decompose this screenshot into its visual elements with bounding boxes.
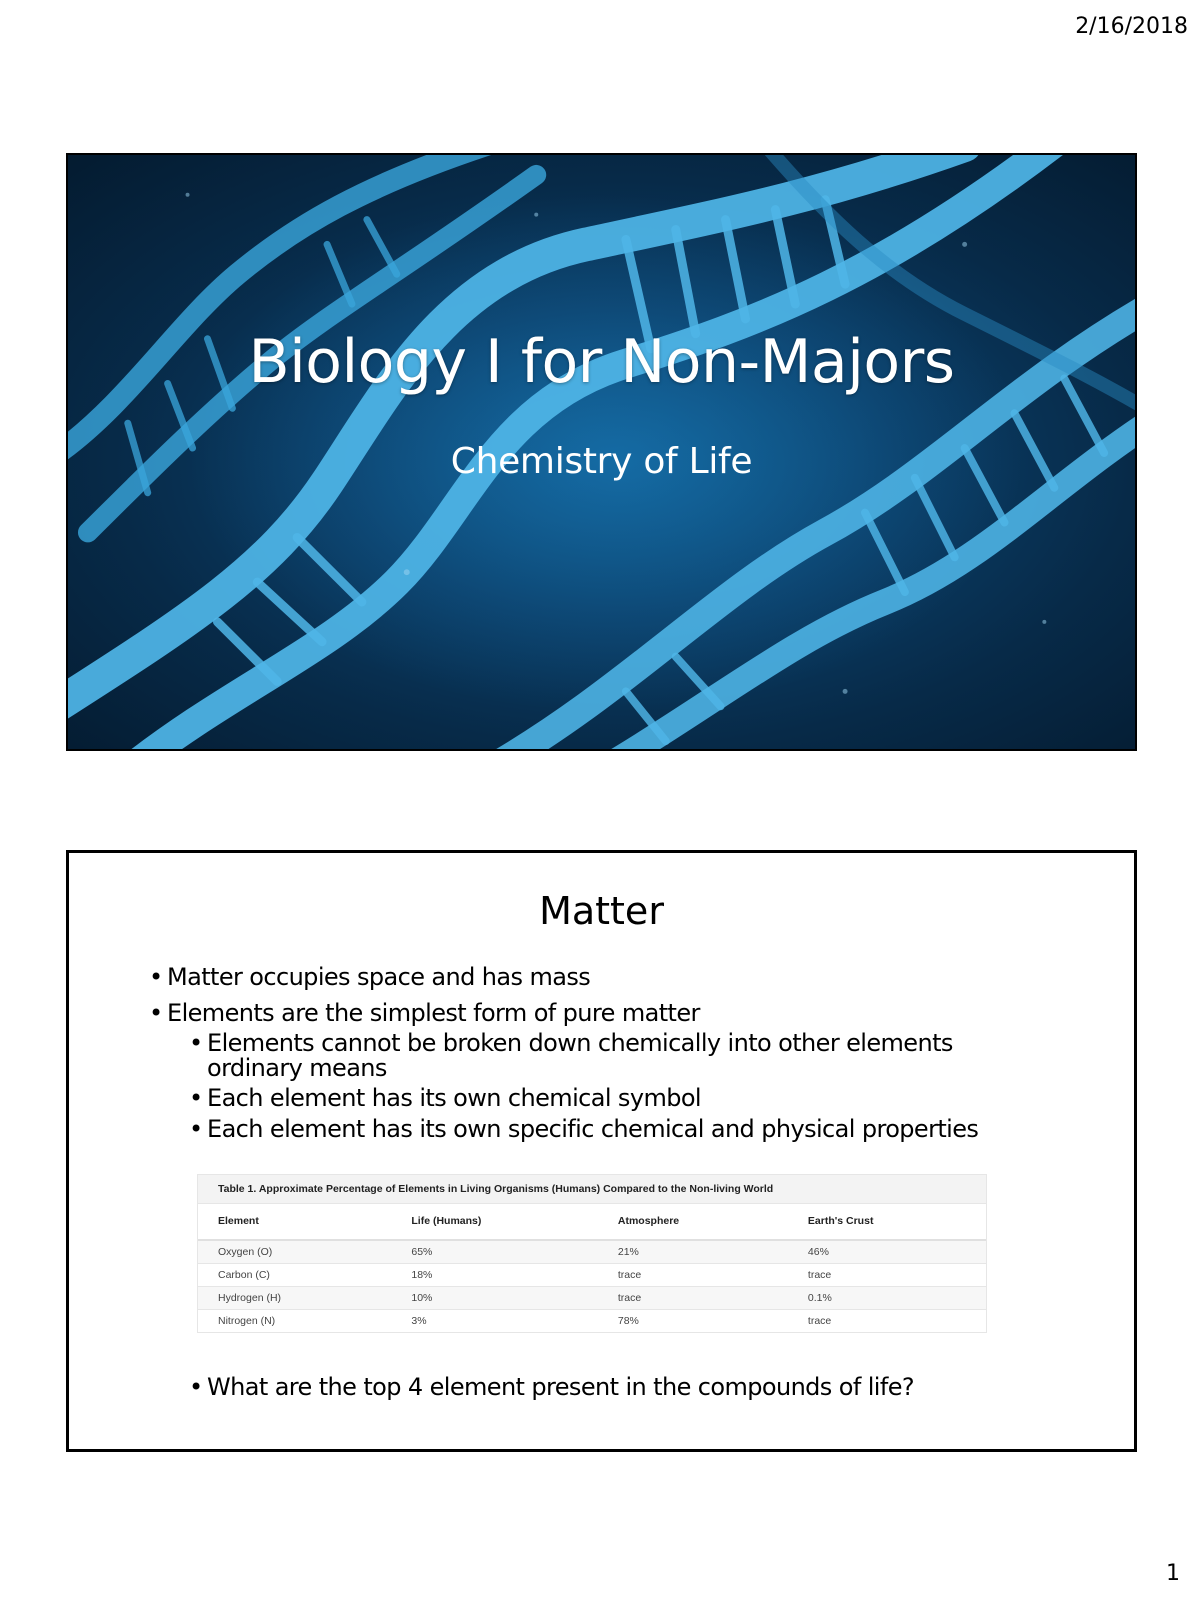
table-cell: 46% [788,1240,986,1264]
column-header: Atmosphere [598,1204,788,1240]
page-number: 1 [1166,1561,1180,1586]
table-cell: trace [807,1315,832,1327]
elements-table [197,1174,987,1333]
table-row [198,1287,986,1310]
table-caption: Table 1. Approximate Percentage of Elements in Living Organisms (Humans) Compared to the Non-living World [198,1175,986,1204]
sub-bullet-item: • Each element has its own specific chemical and physical properties [189,1117,1099,1143]
table-cell: trace [598,1264,788,1287]
title-slide [66,153,1137,751]
slide-subtitle: Chemistry of Life [450,441,753,482]
table-cell: trace [788,1264,986,1287]
sub-bullet-item: • Each element has its own chemical symbol [189,1086,1099,1112]
sub-bullet-item: • Elements cannot be broken down chemically into other elements ordinary means [189,1031,967,1081]
slide-title: Biology I for Non-Majors [248,327,955,397]
table-cell: 65% [391,1240,597,1264]
question-bullet: • What are the top 4 element present in the compounds of life? [189,1373,914,1401]
table-cell: Oxygen (O) [198,1240,391,1264]
table-cell: trace [598,1287,788,1310]
table-cell: 21% [598,1240,788,1264]
bullet-list [149,965,1099,1148]
table-row [198,1310,986,1333]
table-cell: Hydrogen (H) [198,1287,391,1310]
column-header: Earth's Crust [788,1204,986,1240]
table-cell: 10% [391,1287,597,1310]
column-header: Life (Humans) [391,1204,597,1240]
table-cell: 0.1% [788,1287,986,1310]
table-cell: Carbon (C) [198,1264,391,1287]
table-cell: 78% [617,1315,639,1327]
table-cell: 3% [411,1315,427,1327]
table-header-row [198,1204,986,1240]
elements-data-table [198,1204,986,1332]
bullet-item: • Elements are the simplest form of pure matter [149,1001,1099,1027]
bullet-item: • Matter occupies space and has mass [149,965,1099,991]
table-row [198,1240,986,1264]
slide-title: Matter [539,889,664,933]
header-date: 2/16/2018 [1075,14,1188,39]
matter-slide [66,850,1137,1452]
table-cell: 18% [391,1264,597,1287]
table-cell: Nitrogen (N) [218,1315,276,1327]
table-row [198,1264,986,1287]
column-header: Element [198,1204,391,1240]
